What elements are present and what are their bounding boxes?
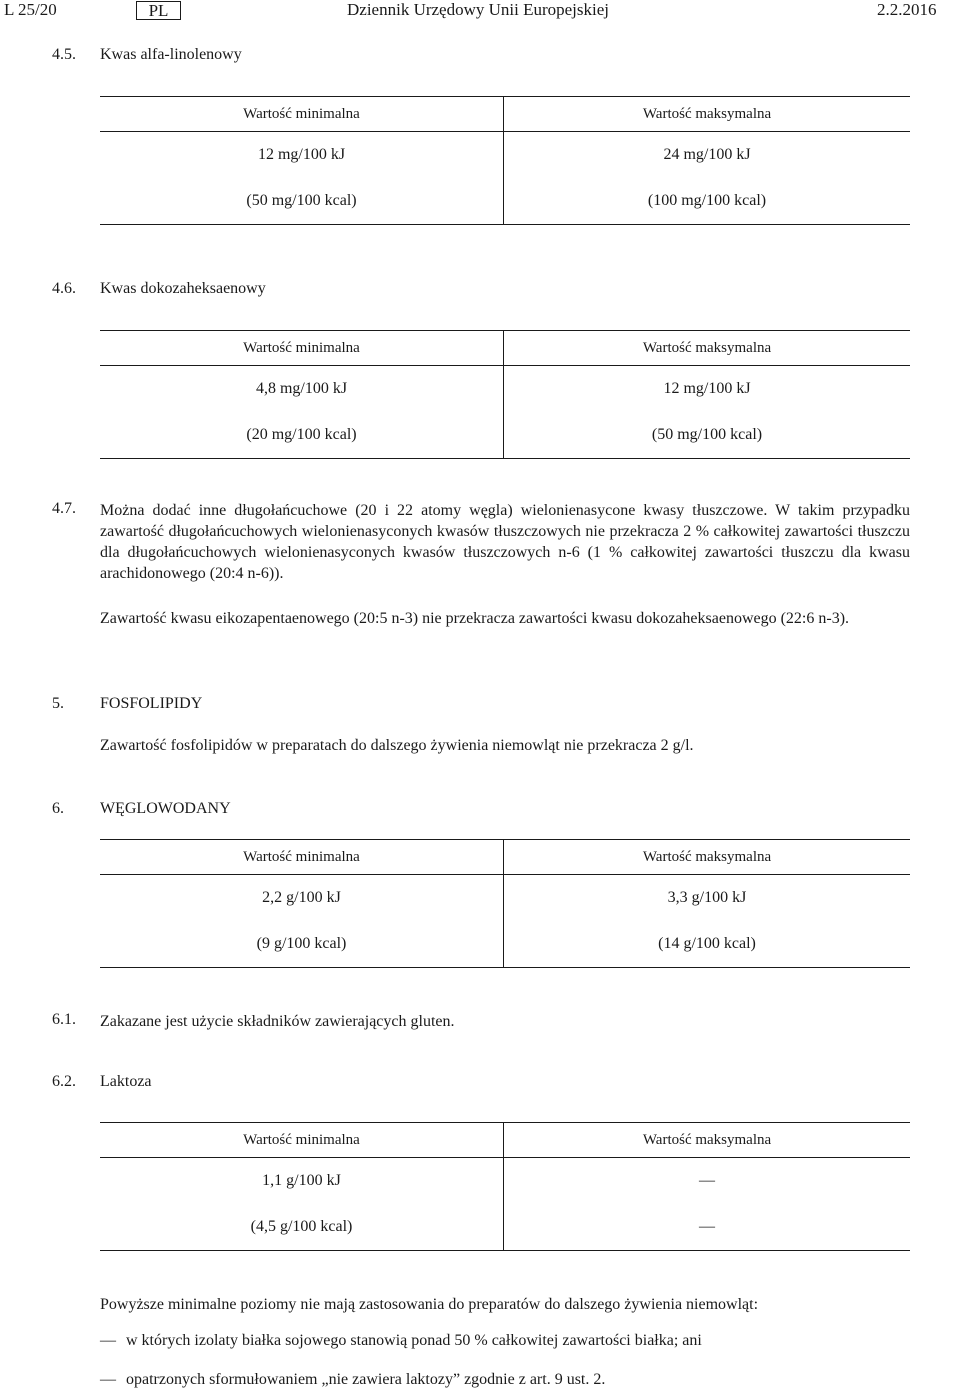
table-cell: (50 mg/100 kcal) — [100, 178, 504, 225]
section-title: Laktoza — [100, 1073, 152, 1090]
table-cell: (50 mg/100 kcal) — [504, 412, 911, 459]
paragraph-gluten: Zakazane jest użycie składników zawierających gluten. — [100, 1013, 455, 1030]
table-row — [100, 132, 910, 179]
page-header — [0, 0, 960, 24]
section-title: WĘGLOWODANY — [100, 800, 231, 817]
section-heading-6 — [52, 800, 231, 818]
section-number: 4.5. — [52, 46, 76, 63]
language-badge: PL — [136, 1, 181, 20]
section-title: Kwas alfa-linolenowy — [100, 46, 242, 63]
paragraph-exemptions-intro: Powyższe minimalne poziomy nie mają zastosowania do preparatów do dalszego żywienia niemowląt: — [100, 1296, 759, 1313]
table-row — [100, 1204, 910, 1251]
table-lactose — [100, 1122, 910, 1251]
list-item — [100, 1371, 605, 1389]
table-cell: (100 mg/100 kcal) — [504, 178, 911, 225]
table-cell: (14 g/100 kcal) — [504, 921, 911, 968]
column-header-max: Wartość maksymalna — [504, 331, 911, 366]
column-header-min: Wartość minimalna — [100, 1123, 504, 1158]
section-number-6-1: 6.1. — [52, 1011, 76, 1028]
column-header-min: Wartość minimalna — [100, 840, 504, 875]
page-reference: L 25/20 — [4, 0, 57, 19]
table-cell: 4,8 mg/100 kJ — [100, 366, 504, 413]
table-cell: 1,1 g/100 kJ — [100, 1158, 504, 1205]
table-row — [100, 412, 910, 459]
section-number: 4.6. — [52, 280, 76, 297]
table-docosahexaenoic — [100, 330, 910, 459]
paragraph-epa-dha: Zawartość kwasu eikozapentaenowego (20:5 n-3) nie przekracza zawartości kwasu dokozaheksaenowego (22:6 n-3). — [100, 610, 850, 627]
table-cell: — — [699, 1172, 715, 1189]
section-number: 6.2. — [52, 1073, 76, 1090]
table-cell: (9 g/100 kcal) — [100, 921, 504, 968]
column-header-max: Wartość maksymalna — [504, 97, 911, 132]
paragraph-lcpufa: Można dodać inne długołańcuchowe (20 i 22 atomy węgla) wielonienasycone kwasy tłuszczowe. W takim przypadku zawartość długołańcuchowych wielonienasyconych kwasów tłuszczowych nie przekracza 2 % całkowitej zawartości tłuszczu dla długołańcuchowych wielonienasyconych kwasów tłuszczowych n-6 (1 % całkowitej zawartości tłuszczu dla kwasu arachidonowego (20:4 n-6)). — [100, 502, 910, 582]
table-cell: 12 mg/100 kJ — [663, 380, 751, 397]
table-cell: (4,5 g/100 kcal) — [100, 1204, 504, 1251]
dash-bullet: — — [100, 1371, 116, 1388]
table-alpha-linolenic — [100, 96, 910, 225]
paragraph-phospholipids: Zawartość fosfolipidów w preparatach do dalszego żywienia niemowląt nie przekracza 2 g/l. — [100, 737, 694, 754]
section-heading-4-6 — [52, 280, 266, 298]
column-header-max: Wartość maksymalna — [504, 840, 911, 875]
list-item — [100, 1332, 702, 1350]
dash-bullet: — — [100, 1332, 116, 1349]
section-heading-5 — [52, 695, 202, 713]
section-number: 5. — [52, 695, 64, 712]
table-row — [100, 178, 910, 225]
list-item-text: opatrzonych sformułowaniem „nie zawiera laktozy” zgodnie z art. 9 ust. 2. — [126, 1371, 606, 1388]
table-cell: 24 mg/100 kJ — [663, 146, 751, 163]
table-row — [100, 921, 910, 968]
publication-date: 2.2.2016 — [877, 0, 937, 19]
journal-title: Dziennik Urzędowy Unii Europejskiej — [347, 0, 610, 19]
section-number-4-7: 4.7. — [52, 500, 76, 517]
column-header-max: Wartość maksymalna — [504, 1123, 911, 1158]
table-cell: 3,3 g/100 kJ — [667, 889, 747, 906]
column-header-min: Wartość minimalna — [100, 97, 504, 132]
table-cell: 12 mg/100 kJ — [100, 132, 504, 179]
section-title: Kwas dokozaheksaenowy — [100, 280, 266, 297]
section-heading-4-5 — [52, 46, 242, 64]
section-heading-6-2 — [52, 1073, 152, 1091]
table-row — [100, 875, 910, 922]
column-header-min: Wartość minimalna — [100, 331, 504, 366]
table-carbohydrates — [100, 839, 910, 968]
table-row — [100, 1158, 910, 1205]
table-row — [100, 366, 910, 413]
section-title: FOSFOLIPIDY — [100, 695, 203, 712]
table-cell: 2,2 g/100 kJ — [100, 875, 504, 922]
list-item-text: w których izolaty białka sojowego stanowią ponad 50 % całkowitej zawartości białka; ani — [126, 1332, 702, 1349]
table-cell: — — [504, 1204, 911, 1251]
table-cell: (20 mg/100 kcal) — [100, 412, 504, 459]
section-number: 6. — [52, 800, 64, 817]
